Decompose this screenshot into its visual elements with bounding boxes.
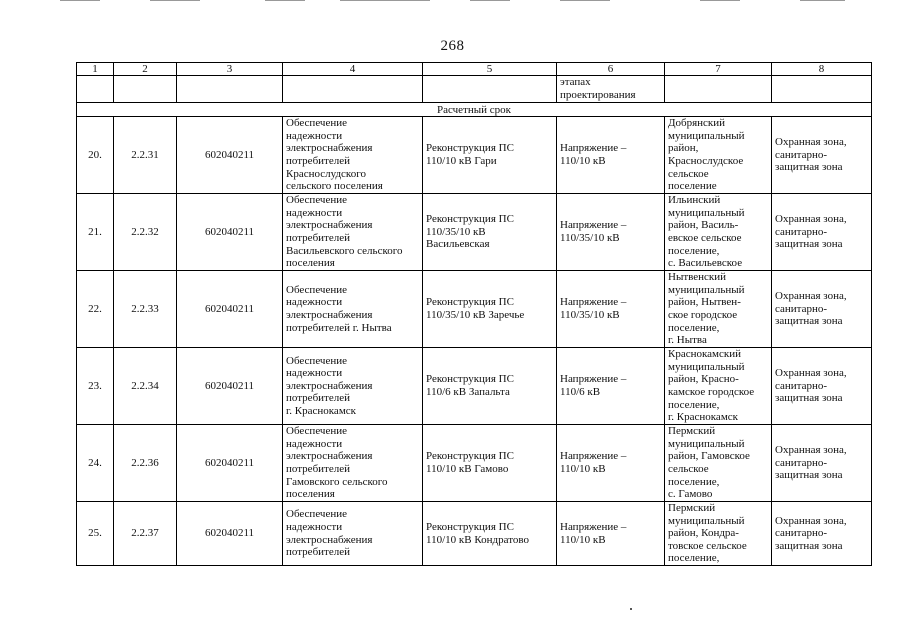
column-header: 8 (772, 63, 872, 76)
row-object: Реконструкция ПС 110/10 кВ Кондратово (426, 520, 529, 546)
row-number: 23. (88, 379, 102, 392)
continuation-row (77, 76, 872, 103)
row-code: 2.2.34 (131, 379, 159, 392)
column-header: 6 (557, 63, 665, 76)
row-code: 2.2.37 (131, 527, 159, 540)
row-zone: Охранная зона, санитарно- защитная зона (775, 367, 847, 405)
row-zone: Охранная зона, санитарно- защитная зона (775, 514, 847, 552)
row-code: 2.2.33 (131, 302, 159, 315)
row-number: 24. (88, 456, 102, 469)
column-header: 3 (177, 63, 283, 76)
row-purpose: Обеспечение надежности электроснабжения потребителей г. Краснокамск (286, 354, 373, 417)
table-row (77, 502, 872, 566)
row-object: Реконструкция ПС 110/35/10 кВ Заречье (426, 296, 525, 321)
row-zone: Охранная зона, санитарно- защитная зона (775, 136, 847, 174)
row-number: 20. (88, 148, 102, 161)
row-code: 2.2.36 (131, 456, 159, 469)
row-parameters: Напряжение – 110/35/10 кВ (560, 296, 627, 321)
row-id: 602040211 (204, 456, 255, 469)
row-location: Краснокамский муниципальный район, Красно- камское городское поселение, г. Краснокамск (668, 348, 755, 424)
row-code: 2.2.31 (131, 148, 159, 161)
row-purpose: Обеспечение надежности электроснабжения потребителей Гамовского сельского поселения (286, 425, 388, 501)
row-parameters: Напряжение – 110/10 кВ (560, 142, 627, 167)
row-id: 602040211 (204, 527, 255, 540)
row-code: 2.2.32 (131, 225, 159, 238)
row-zone: Охранная зона, санитарно- защитная зона (775, 213, 847, 251)
planned-objects-table (76, 62, 872, 566)
row-id: 602040211 (204, 225, 255, 238)
row-id: 602040211 (204, 148, 255, 161)
row-location: Нытвенский муниципальный район, Нытвен- ское городское поселение, г. Нытва (668, 271, 745, 347)
row-id: 602040211 (204, 379, 255, 392)
table-row (77, 425, 872, 502)
row-object: Реконструкция ПС 110/10 кВ Гари (426, 142, 514, 167)
row-parameters: Напряжение – 110/10 кВ (560, 450, 627, 475)
row-number: 22. (88, 302, 102, 315)
table-row (77, 117, 872, 194)
row-id: 602040211 (204, 302, 255, 315)
column-header: 1 (77, 63, 114, 76)
section-title: Расчетный срок (77, 103, 872, 117)
column-number-header (77, 63, 872, 76)
row-location: Добрянский муниципальный район, Краснослудское сельское поселение (668, 117, 745, 193)
row-parameters: Напряжение – 110/10 кВ (560, 520, 627, 546)
table-row (77, 271, 872, 348)
scan-speck (630, 608, 632, 610)
table-row (77, 194, 872, 271)
row-parameters: Напряжение – 110/35/10 кВ (560, 219, 627, 244)
row-number: 25. (88, 527, 102, 540)
page-number: 268 (440, 38, 465, 54)
row-object: Реконструкция ПС 110/10 кВ Гамово (426, 450, 514, 475)
row-purpose: Обеспечение надежности электроснабжения потребителей Васильевского сельского поселения (286, 194, 403, 270)
row-purpose: Обеспечение надежности электроснабжения потребителей Краснослудского сельского поселения (286, 117, 383, 193)
row-purpose: Обеспечение надежности электроснабжения потребителей (286, 508, 373, 559)
continuation-text: этапах проектирования (560, 76, 636, 101)
row-zone: Охранная зона, санитарно- защитная зона (775, 444, 847, 482)
column-header: 2 (114, 63, 177, 76)
top-edge-lines (0, 0, 905, 3)
row-location: Ильинский муниципальный район, Василь- евское сельское поселение, с. Васильевское (668, 194, 745, 270)
row-purpose: Обеспечение надежности электроснабжения потребителей г. Нытва (286, 283, 392, 334)
row-object: Реконструкция ПС 110/35/10 кВ Васильевская (426, 213, 514, 251)
row-parameters: Напряжение – 110/6 кВ (560, 373, 627, 398)
row-object: Реконструкция ПС 110/6 кВ Запальта (426, 373, 514, 398)
row-number: 21. (88, 225, 102, 238)
row-zone: Охранная зона, санитарно- защитная зона (775, 290, 847, 328)
column-header: 4 (283, 63, 423, 76)
row-location: Пермский муниципальный район, Кондра- товское сельское поселение, (668, 502, 747, 565)
row-location: Пермский муниципальный район, Гамовское сельское поселение, с. Гамово (668, 425, 750, 501)
column-header: 7 (665, 63, 772, 76)
table-row (77, 348, 872, 425)
section-row (77, 103, 872, 117)
column-header: 5 (423, 63, 557, 76)
